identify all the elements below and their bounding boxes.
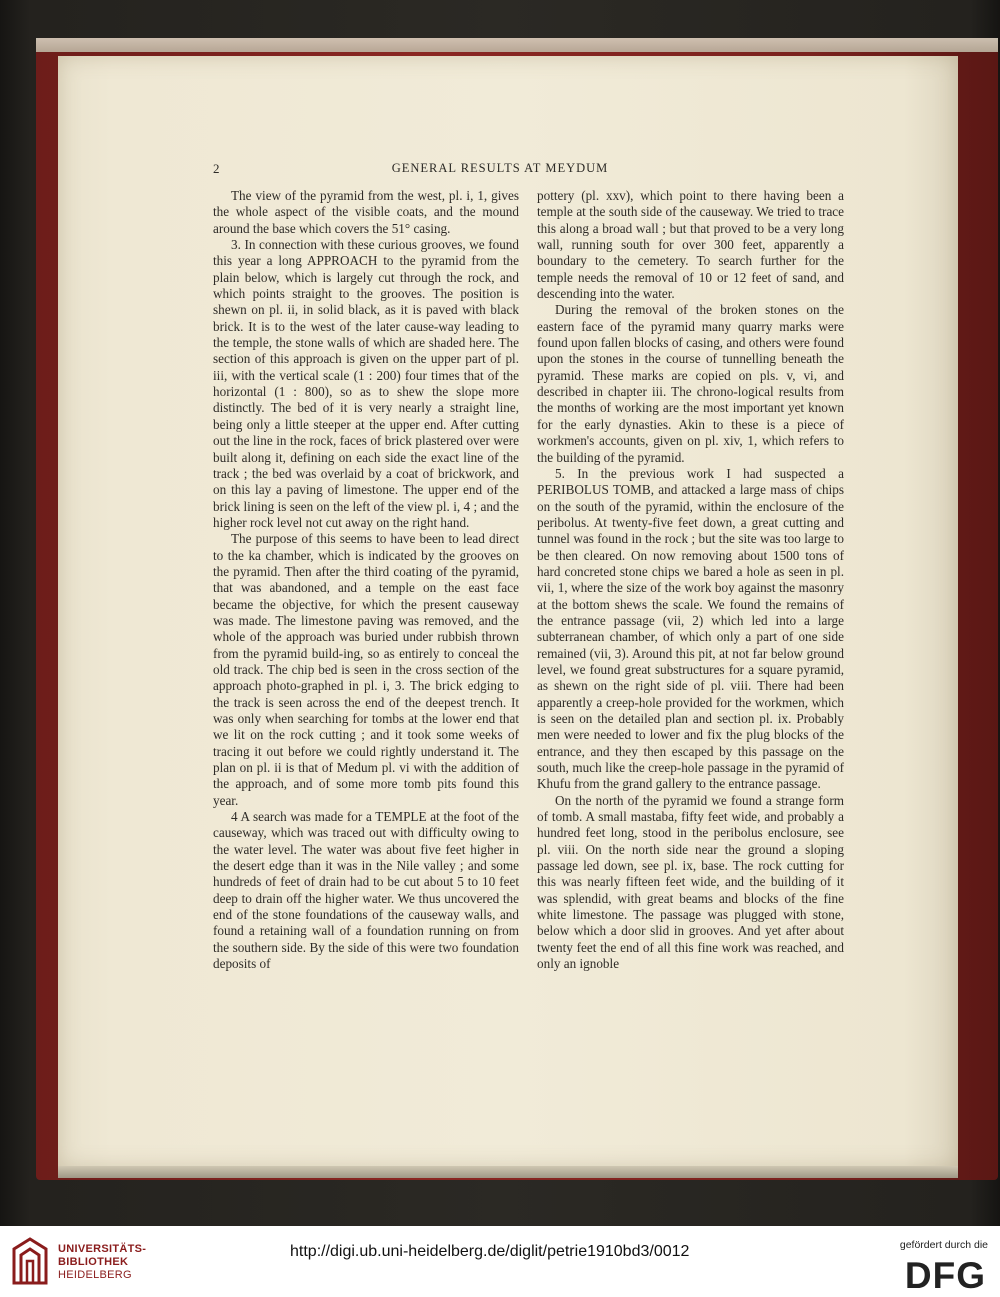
funder-caption: gefördert durch die xyxy=(899,1239,988,1251)
paragraph: During the removal of the broken stones on the eastern face of the pyramid many quarry marks were found upon fallen blocks of casing, and others were found upon the stones in the course of tunnelling beneath the pyramid. These marks are copied on pls. v, vi, and described in chapter iii. The chrono-logical results from the months of working are the most important yet known for the early dynasties. Akin to these is a piece of workmen's accounts, given on pl. xiv, 1, which refers to the building of the pyramid. xyxy=(537,302,844,465)
library-name-line1: UNIVERSITÄTS- xyxy=(58,1243,147,1255)
paragraph: The purpose of this seems to have been to lead direct to the ka chamber, which is indicated by the grooves on the pyramid. Then after the third coating of the pyramid, that was abandoned, and a temple on the east face became the objective, for which the present causeway was made. The limestone paving was removed, and the whole of the approach was buried under rubbish thrown from the pyramid build-ing, so as entirely to conceal the old track. The chip bed is seen in the cross section of the approach photo-graphed in pl. i, 3. The brick edging to the track is seen across the end of the deepest trench. It was only when searching for tombs at the lower end that we lit on the rock cutting ; and it took some weeks of tracing it out before we could rightly understand it. The plan on pl. ii is that of Medum pl. vi with the addition of the approach, and of some more tomb pits found this year. xyxy=(213,531,519,808)
ub-heidelberg-logo-icon[interactable] xyxy=(10,1235,50,1287)
paragraph: 5. In the previous work I had suspected a PERIBOLUS TOMB, and attacked a large mass of chips on the south of the pyramid, within the enclosure of the peribolus. At twenty-five feet down, a great cutting and tunnel was found in the rock ; but the site was too large to be then cleared. On now removing about 1500 tons of hard concreted stone chips we bared a hole as seen in pl. vii, 1, where the size of the work boy against the masonry at the bottom shews the scale. We found the remains of the entrance passage (vii, 2) which led into a large subterranean chamber, of which only a part of one side remained (vii, 3). Around this pit, at not far below ground level, we found great substructures for a square pyramid, as shewn on the right side of pl. viii. There had been apparently a creep-hole provided for the workmen, which is seen on the detailed plan and section pl. ix. Probably men were needed to lower and fix the plug blocks of the entrance, and they then escaped by this passage on the south, much like the creep-hole passage in the pyramid of Khufu from the grand gallery to the entrance passage. xyxy=(537,465,844,792)
library-name-line3: HEIDELBERG xyxy=(58,1269,132,1281)
paragraph: 4 A search was made for a TEMPLE at the foot of the causeway, which was traced out with difficulty owing to the water level. The water was about five feet higher in the desert edge than it was in the Nile valley ; and some hundreds of feet of drain had to be cut about 5 to 10 feet deep to drain off the higher water. We thus uncovered the end of the stone foundations of the causeway walls, and found a retaining wall of a foundation running on from the southern side. By the side of this were two foundation deposits of xyxy=(213,809,519,972)
permalink-url[interactable]: http://digi.ub.uni-heidelberg.de/diglit/petrie1910bd3/0012 xyxy=(290,1243,690,1260)
viewer-footer xyxy=(0,1226,1000,1297)
running-head: GENERAL RESULTS AT MEYDUM xyxy=(391,161,609,175)
paragraph: On the north of the pyramid we found a strange form of tomb. A small mastaba, fifty feet wide, and probably a hundred feet long, stood in the peribolus enclosure, see pl. viii. On the north side near the ground a sloping passage led down, see pl. ix, base. The rock cutting for this was nearly fifteen feet wide, and the building of it was splendid, with great beams and blocks of the fine white limestone. The passage was plugged with stone, below which a door slid in grooves. And yet after about twenty feet the end of all this fine work was reached, and only an ignoble xyxy=(537,792,844,972)
library-name-line2: BIBLIOTHEK xyxy=(58,1256,129,1268)
paragraph: 3. In connection with these curious grooves, we found this year a long APPROACH to the pyramid from the plain below, which is largely cut through the rock, and which points straight to the grooves. The position is shewn on pl. ii, in solid black, as it is paved with black brick. It is to the west of the later cause-way leading to the temple, the stone walls of which are shaded here. The section of this approach is given on the upper part of pl. iii, with the vertical scale (1 : 200) four times that of the horizontal (1 : 800), so as to shew the slope more distinctly. The bed of it is very nearly a straight line, being only a little steeper at the upper end. After cutting out the line in the rock, faces of brick plastered over were built along it, defining on each side the exact line of the track ; the bed was overlaid by a coat of brickwork, and on this lay a paving of limestone. The upper end of the brick lining is seen on the left of the view pl. i, 4 ; and the higher rock level not cut away on the right hand. xyxy=(213,237,519,530)
page-stack-top-edge xyxy=(36,38,998,52)
right-text-column xyxy=(537,188,844,973)
page-stack-bottom-edge xyxy=(58,1166,958,1178)
paragraph: pottery (pl. xxv), which point to there having been a temple at the south side of the causeway. We tried to trace this along a broad wall ; but that proved to be a very long wall, running south for over 300 feet, apparently a boundary to the cemetery. To search further for the temple needs the removal of 10 or 12 feet of sand, and descending into the water. xyxy=(537,188,844,302)
paragraph: The view of the pyramid from the west, pl. i, 1, gives the whole aspect of the visible coats, and the mound around the base which covers the 51° casing. xyxy=(213,188,519,236)
dfg-logo[interactable]: DFG xyxy=(904,1255,986,1296)
page-number: 2 xyxy=(213,161,220,176)
left-text-column xyxy=(213,188,519,973)
